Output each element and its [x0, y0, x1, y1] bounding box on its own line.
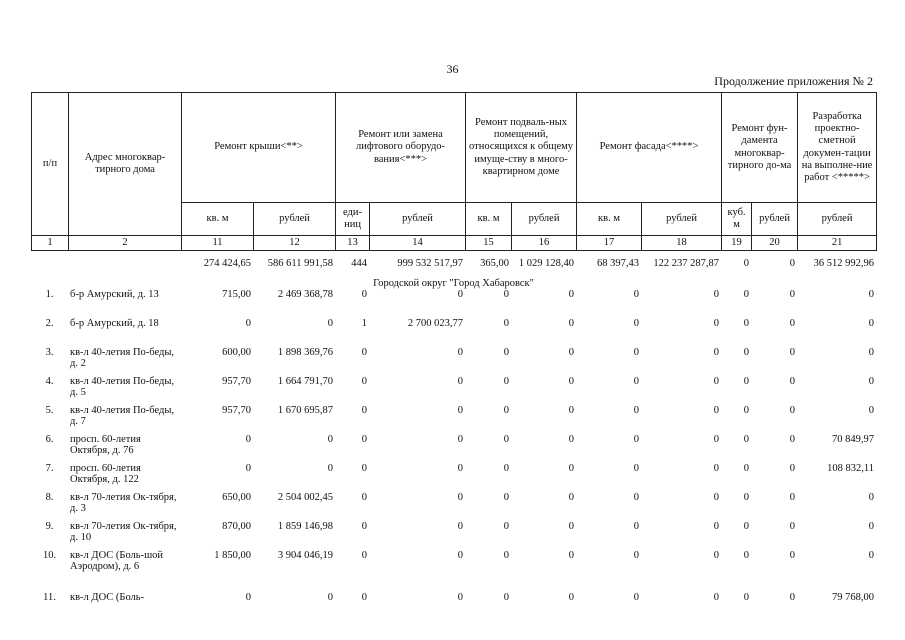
table-row [31, 463, 876, 492]
row-value: 0 [633, 318, 639, 330]
row-address: б-р Амурский, д. 13 [70, 289, 159, 301]
row-value: 0 [633, 347, 639, 359]
row-value: 0 [789, 405, 795, 417]
row-value: 0 [743, 289, 749, 301]
totals-cell: 444 [351, 258, 367, 269]
totals-cell: 274 424,65 [203, 258, 251, 269]
foundation-header: Ремонт фун-дамента многоквар-тирного до-ма [722, 93, 798, 203]
totals-cell [68, 258, 181, 278]
row-value: 0 [789, 318, 795, 330]
row-value: 70 849,97 [832, 434, 874, 446]
col-number: 12 [254, 236, 336, 251]
unit-lift-rub: рублей [370, 203, 466, 236]
row-value: 1 898 369,76 [277, 347, 333, 359]
row-value: 0 [789, 550, 795, 562]
row-value: 0 [245, 434, 251, 446]
row-value: 1 859 146,98 [277, 521, 333, 533]
row-value: 0 [633, 592, 639, 604]
lift-header: Ремонт или замена лифтового оборудо-вания<***> [336, 93, 466, 203]
row-value: 0 [457, 376, 463, 388]
totals-cell: 0 [743, 258, 749, 269]
row-value: 0 [503, 376, 509, 388]
row-value: 0 [868, 347, 874, 359]
row-value: 0 [245, 318, 251, 330]
row-value: 0 [743, 347, 749, 359]
row-value: 0 [503, 492, 509, 504]
row-value: 0 [361, 289, 367, 301]
row-value: 0 [457, 521, 463, 533]
row-value: 0 [568, 492, 574, 504]
row-value: 0 [713, 492, 719, 504]
row-value: 0 [789, 463, 795, 475]
row-value: 0 [503, 521, 509, 533]
row-value: 0 [868, 376, 874, 388]
row-address: просп. 60-летия Октября, д. 122 [70, 463, 141, 486]
col-number: 19 [722, 236, 752, 251]
page-number: 36 [446, 62, 459, 76]
table-row [31, 318, 876, 347]
row-value: 0 [568, 550, 574, 562]
row-number: 1. [45, 289, 54, 301]
row-value: 0 [868, 405, 874, 417]
row-value: 0 [633, 376, 639, 388]
row-number: 8. [45, 492, 54, 504]
col-number: 20 [752, 236, 798, 251]
row-number: 6. [45, 434, 54, 446]
row-value: 600,00 [222, 347, 251, 359]
region-title: Городской округ "Город Хабаровск" [373, 278, 534, 289]
region-row [31, 278, 876, 289]
table-row [31, 405, 876, 434]
row-address: кв-л ДОС (Боль-шой Аэродром), д. 6 [70, 550, 164, 573]
unit-lift-units: еди-ниц [336, 203, 370, 236]
table-row [31, 521, 876, 550]
unit-roof-sqm: кв. м [182, 203, 254, 236]
row-number: 4. [45, 376, 54, 388]
column-numbers-row [32, 236, 877, 251]
unit-fac-sqm: кв. м [577, 203, 642, 236]
row-value: 0 [743, 376, 749, 388]
row-value: 0 [713, 521, 719, 533]
row-address: кв-л 70-летия Ок-тября, д. 10 [70, 521, 177, 544]
unit-fnd-rub: рублей [752, 203, 798, 236]
row-value: 957,70 [222, 405, 251, 417]
table-row [31, 492, 876, 521]
row-value: 0 [743, 434, 749, 446]
row-value: 0 [789, 492, 795, 504]
row-address: кв-л 40-летия По-беды, д. 7 [70, 405, 175, 428]
table-row [31, 376, 876, 405]
design-header: Разработка проектно-сметной докумен-тации на выполне-ние работ <*****> [798, 93, 877, 203]
col-number: 13 [336, 236, 370, 251]
row-value: 1 670 695,87 [277, 405, 333, 417]
unit-fnd-cub: куб. м [722, 203, 752, 236]
table-row [31, 592, 876, 612]
row-value: 0 [361, 592, 367, 604]
row-value: 0 [743, 405, 749, 417]
totals-cell: 365,00 [480, 258, 509, 269]
totals-cell: 122 237 287,87 [653, 258, 719, 269]
row-value: 1 664 791,70 [277, 376, 333, 388]
header-table [31, 92, 877, 251]
row-value: 0 [713, 289, 719, 301]
row-value: 0 [245, 463, 251, 475]
row-value: 0 [457, 463, 463, 475]
totals-cell [31, 258, 68, 278]
col-number: 18 [642, 236, 722, 251]
row-value: 0 [713, 318, 719, 330]
row-value: 0 [457, 592, 463, 604]
row-number: 9. [45, 521, 54, 533]
basement-header: Ремонт подваль-ных помещений, относящихся к общему имуще-ству в много-квартирном доме [466, 93, 577, 203]
row-value: 2 469 368,78 [277, 289, 333, 301]
row-value: 0 [743, 521, 749, 533]
row-value: 0 [713, 376, 719, 388]
facade-header: Ремонт фасада<****> [577, 93, 722, 203]
row-number: 10. [42, 550, 57, 562]
col-address-header: Адрес многоквар-тирного дома [69, 93, 182, 236]
continuation-caption: Продолжение приложения № 2 [714, 74, 873, 88]
row-value: 0 [789, 434, 795, 446]
row-value: 0 [361, 376, 367, 388]
col-number: 11 [182, 236, 254, 251]
row-value: 0 [568, 318, 574, 330]
row-value: 0 [743, 550, 749, 562]
row-value: 0 [789, 347, 795, 359]
row-address: кв-л 40-летия По-беды, д. 5 [70, 376, 175, 399]
col-number: 21 [798, 236, 877, 251]
row-value: 0 [327, 592, 333, 604]
row-value: 957,70 [222, 376, 251, 388]
row-value: 0 [789, 289, 795, 301]
row-value: 0 [743, 592, 749, 604]
roof-header: Ремонт крыши<**> [182, 93, 336, 203]
row-address: просп. 60-летия Октября, д. 76 [70, 434, 141, 457]
row-value: 0 [457, 289, 463, 301]
row-value: 0 [327, 434, 333, 446]
row-value: 715,00 [222, 289, 251, 301]
col-number: 14 [370, 236, 466, 251]
row-value: 0 [327, 463, 333, 475]
row-value: 0 [327, 318, 333, 330]
row-address: кв-л 40-летия По-беды, д. 2 [70, 347, 175, 370]
row-value: 0 [713, 347, 719, 359]
col-number: 17 [577, 236, 642, 251]
row-value: 0 [361, 521, 367, 533]
totals-cell: 0 [789, 258, 795, 269]
totals-cell: 586 611 991,58 [267, 258, 333, 269]
unit-roof-rub: рублей [254, 203, 336, 236]
col-number: 16 [512, 236, 577, 251]
row-address: б-р Амурский, д. 18 [70, 318, 159, 330]
unit-base-sqm: кв. м [466, 203, 512, 236]
row-value: 0 [713, 550, 719, 562]
col-num-header: п/п [32, 93, 69, 236]
row-value: 3 904 046,19 [277, 550, 333, 562]
row-value: 0 [633, 550, 639, 562]
row-value: 0 [361, 550, 367, 562]
row-value: 2 504 002,45 [277, 492, 333, 504]
table-row [31, 347, 876, 376]
row-number: 7. [45, 463, 54, 475]
row-number: 11. [43, 592, 56, 604]
row-value: 0 [568, 463, 574, 475]
row-value: 0 [568, 592, 574, 604]
row-value: 0 [568, 434, 574, 446]
row-value: 0 [633, 289, 639, 301]
row-value: 0 [633, 463, 639, 475]
row-value: 1 850,00 [214, 550, 251, 562]
totals-cell: 1 029 128,40 [518, 258, 574, 269]
row-address: кв-л 70-летия Ок-тября, д. 3 [70, 492, 177, 515]
row-number: 2. [45, 318, 54, 330]
row-value: 0 [868, 492, 874, 504]
row-value: 0 [457, 492, 463, 504]
row-value: 0 [713, 463, 719, 475]
col-number: 15 [466, 236, 512, 251]
data-table [31, 258, 876, 612]
row-value: 0 [743, 463, 749, 475]
row-value: 2 700 023,77 [407, 318, 463, 330]
row-value: 0 [245, 592, 251, 604]
row-value: 0 [503, 347, 509, 359]
row-value: 0 [503, 463, 509, 475]
col-number: 1 [32, 236, 69, 251]
row-value: 0 [568, 289, 574, 301]
unit-des-rub: рублей [798, 203, 877, 236]
row-value: 0 [633, 434, 639, 446]
row-value: 0 [361, 347, 367, 359]
row-value: 0 [713, 405, 719, 417]
row-value: 0 [361, 492, 367, 504]
row-value: 0 [503, 592, 509, 604]
row-value: 0 [868, 318, 874, 330]
row-value: 0 [503, 434, 509, 446]
row-value: 0 [633, 521, 639, 533]
row-value: 0 [743, 318, 749, 330]
row-value: 650,00 [222, 492, 251, 504]
table-row [31, 289, 876, 318]
row-value: 108 832,11 [827, 463, 874, 475]
table-row [31, 550, 876, 592]
row-value: 0 [503, 405, 509, 417]
totals-cell: 999 532 517,97 [397, 258, 463, 269]
row-value: 0 [789, 592, 795, 604]
row-value: 0 [568, 405, 574, 417]
row-value: 0 [457, 434, 463, 446]
row-value: 870,00 [222, 521, 251, 533]
row-value: 0 [503, 318, 509, 330]
row-value: 0 [457, 550, 463, 562]
row-value: 0 [568, 376, 574, 388]
row-value: 79 768,00 [832, 592, 874, 604]
unit-base-rub: рублей [512, 203, 577, 236]
row-value: 0 [503, 550, 509, 562]
totals-row [31, 258, 876, 278]
row-value: 1 [361, 318, 367, 330]
row-value: 0 [361, 463, 367, 475]
row-value: 0 [633, 492, 639, 504]
table-row [31, 434, 876, 463]
row-value: 0 [868, 521, 874, 533]
row-value: 0 [868, 550, 874, 562]
unit-fac-rub: рублей [642, 203, 722, 236]
row-value: 0 [457, 405, 463, 417]
row-value: 0 [713, 434, 719, 446]
totals-cell: 68 397,43 [597, 258, 639, 269]
col-number: 2 [69, 236, 182, 251]
row-value: 0 [743, 492, 749, 504]
row-number: 3. [45, 347, 54, 359]
row-value: 0 [789, 521, 795, 533]
row-value: 0 [568, 521, 574, 533]
totals-cell: 36 512 992,96 [813, 258, 874, 269]
row-value: 0 [503, 289, 509, 301]
row-address: кв-л ДОС (Боль- [70, 592, 145, 604]
row-value: 0 [457, 347, 463, 359]
row-value: 0 [568, 347, 574, 359]
row-number: 5. [45, 405, 54, 417]
row-value: 0 [361, 434, 367, 446]
row-value: 0 [868, 289, 874, 301]
row-value: 0 [361, 405, 367, 417]
row-value: 0 [633, 405, 639, 417]
row-value: 0 [713, 592, 719, 604]
row-value: 0 [789, 376, 795, 388]
